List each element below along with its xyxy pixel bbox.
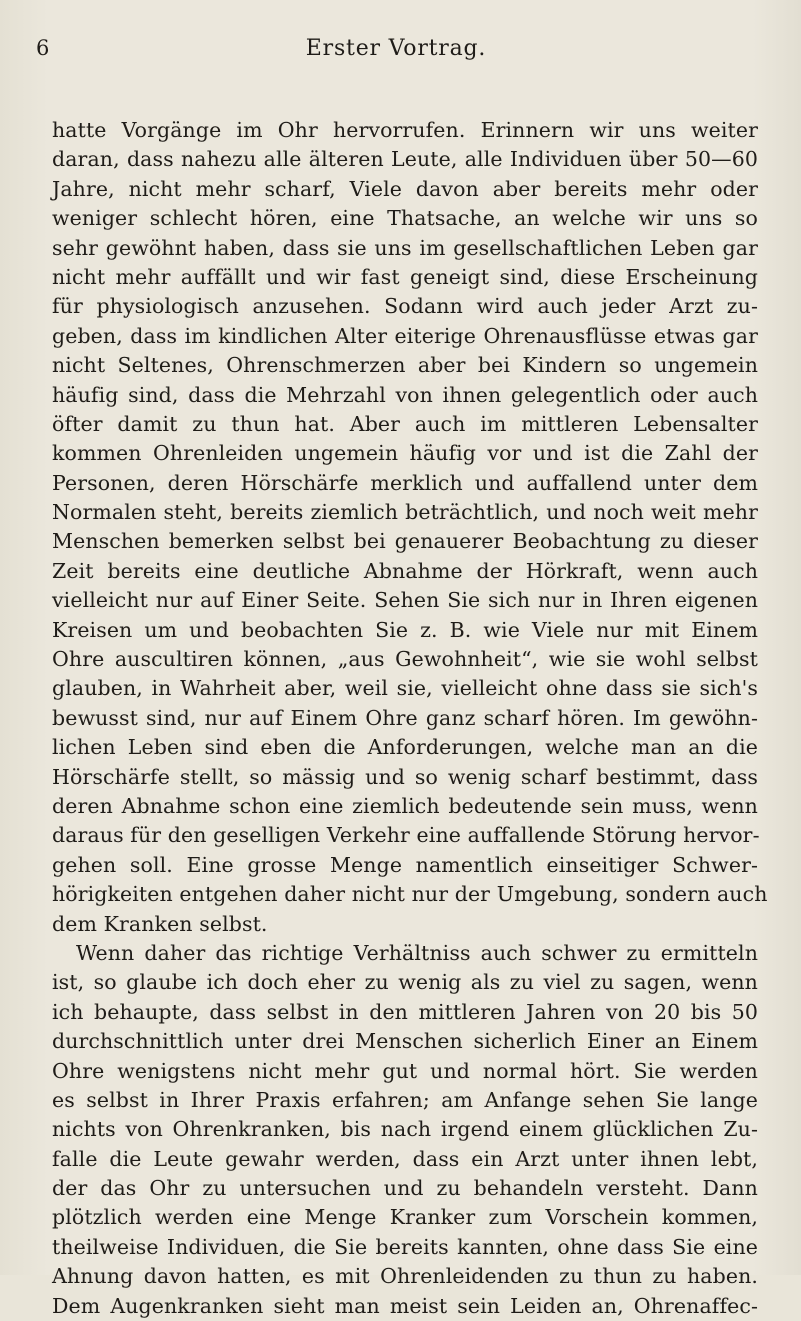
text-line: kommen Ohrenleiden ungemein häufig vor und ist die Zahl der: [52, 441, 758, 466]
text-line: hörigkeiten entgehen daher nicht nur der Umgebung, sondern auch: [52, 882, 768, 907]
page-header: [36, 36, 756, 66]
text-line: nicht Seltenes, Ohrenschmerzen aber bei Kindern so ungemein: [52, 353, 758, 378]
text-line: Jahre, nicht mehr scharf, Viele davon aber bereits mehr oder: [52, 176, 758, 201]
text-line: hatte Vorgänge im Ohr hervorrufen. Erinnern wir uns weiter: [52, 118, 758, 142]
text-line: theilweise Individuen, die Sie bereits kannten, ohne dass Sie eine: [52, 1234, 758, 1259]
text-line: vielleicht nur auf Einer Seite. Sehen Sie sich nur in Ihren eigenen: [52, 588, 758, 613]
text-line: Zeit bereits eine deutliche Abnahme der Hörkraft, wenn auch: [52, 558, 758, 583]
text-line: Ohre wenigstens nicht mehr gut und normal hört. Sie werden: [52, 1058, 758, 1083]
text-line: glauben, in Wahrheit aber, weil sie, vielleicht ohne dass sie sich's: [52, 676, 758, 701]
text-line: Ahnung davon hatten, es mit Ohrenleidenden zu thun zu haben.: [52, 1264, 758, 1289]
text-line: daraus für den geselligen Verkehr eine auffallende Störung hervor-: [52, 823, 760, 848]
text-line: Wenn daher das richtige Verhältniss auch schwer zu ermitteln: [76, 940, 758, 965]
text-line: Personen, deren Hörschärfe merklich und auffallend unter dem: [52, 470, 758, 495]
text-line: nicht mehr auffällt und wir fast geneigt sind, diese Erscheinung: [52, 264, 758, 289]
text-line: für physiologisch anzusehen. Sodann wird auch jeder Arzt zu-: [52, 294, 758, 319]
text-line: ist, so glaube ich doch eher zu wenig als zu viel zu sagen, wenn: [52, 970, 758, 995]
text-line: Normalen steht, bereits ziemlich beträchtlich, und noch weit mehr: [52, 500, 758, 525]
text-line: sehr gewöhnt haben, dass sie uns im gesellschaftlichen Leben gar: [52, 235, 758, 260]
text-line: öfter damit zu thun hat. Aber auch im mittleren Lebensalter: [52, 411, 758, 436]
text-line: Menschen bemerken selbst bei genauerer Beobachtung zu dieser: [52, 529, 758, 554]
text-line: häufig sind, dass die Mehrzahl von ihnen gelegentlich oder auch: [52, 382, 758, 407]
body-text: [52, 116, 768, 1321]
text-line: ich behaupte, dass selbst in den mittleren Jahren von 20 bis 50: [52, 999, 758, 1024]
text-line: nichts von Ohrenkranken, bis nach irgend einem glücklichen Zu-: [52, 1117, 758, 1142]
text-line: deren Abnahme schon eine ziemlich bedeutende sein muss, wenn: [52, 793, 758, 818]
text-line: es selbst in Ihrer Praxis erfahren; am Anfange sehen Sie lange: [52, 1087, 758, 1112]
text-line: geben, dass im kindlichen Alter eiterige Ohrenausflüsse etwas gar: [52, 323, 758, 348]
text-line: bewusst sind, nur auf Einem Ohre ganz scharf hören. Im gewöhn-: [52, 705, 758, 730]
text-line: falle die Leute gewahr werden, dass ein Arzt unter ihnen lebt,: [52, 1146, 758, 1171]
text-line: Dem Augenkranken sieht man meist sein Leiden an, Ohrenaffec-: [52, 1293, 758, 1318]
text-line: durchschnittlich unter drei Menschen sicherlich Einer an Einem: [52, 1029, 758, 1054]
text-line: plötzlich werden eine Menge Kranker zum Vorschein kommen,: [52, 1205, 758, 1230]
text-line: lichen Leben sind eben die Anforderungen, welche man an die: [52, 735, 758, 760]
text-line: Hörschärfe stellt, so mässig und so wenig scharf bestimmt, dass: [52, 764, 758, 789]
text-line: weniger schlecht hören, eine Thatsache, an welche wir uns so: [52, 206, 758, 231]
page-number: 6: [36, 36, 50, 60]
text-line: Kreisen um und beobachten Sie z. B. wie Viele nur mit Einem: [52, 617, 758, 642]
text-line: dem Kranken selbst.: [52, 911, 268, 936]
text-line: der das Ohr zu untersuchen und zu behandeln versteht. Dann: [52, 1176, 758, 1201]
text-line: gehen soll. Eine grosse Menge namentlich einseitiger Schwer-: [52, 852, 758, 877]
text-line: Ohre auscultiren können, „aus Gewohnheit“, wie sie wohl selbst: [52, 647, 758, 672]
running-title: Erster Vortrag.: [305, 36, 487, 61]
text-line: daran, dass nahezu alle älteren Leute, alle Individuen über 50—60: [52, 147, 758, 172]
